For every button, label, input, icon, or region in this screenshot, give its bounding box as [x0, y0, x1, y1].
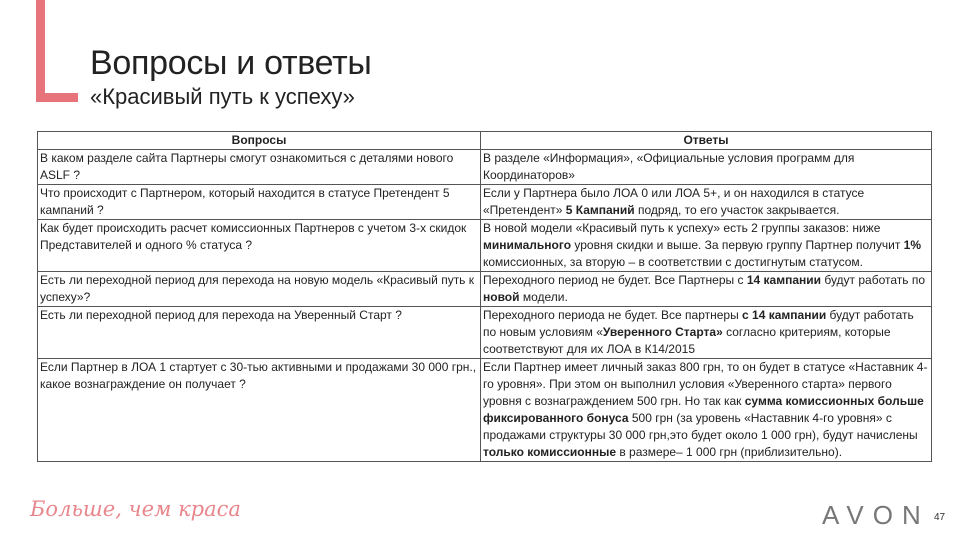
corner-accent-vertical [36, 0, 45, 102]
answer-emphasis: 1% [903, 238, 922, 252]
answers-header: Ответы [481, 132, 932, 150]
table-header-row [38, 132, 932, 150]
answer-text: Если у Партнера было ЛОА 0 или ЛОА 5+, и он находился в статусе «Претендент» [483, 186, 865, 217]
answer-text: Если Партнер имеет личный заказ 800 грн, то он будет в статусе «Наставник 4-го уровня». При этом он выполнил условия «Уверенного старта» первого уровня с вознаграждением 500 грн. Но так как [483, 360, 928, 408]
question-cell: Есть ли переходной период для перехода на Уверенный Старт ? [38, 307, 481, 359]
question-cell: В каком разделе сайта Партнеры смогут ознакомиться с деталями нового ASLF ? [38, 150, 481, 185]
page-number: 47 [934, 512, 946, 523]
answer-text: комиссионных, за вторую – в соответствии с достигнутым статусом. [483, 255, 863, 269]
qa-table [37, 131, 932, 462]
answer-emphasis: 14 кампании [746, 273, 821, 287]
answer-text: В новой модели «Красивый путь к успеху» есть 2 группы заказов: ниже [483, 221, 881, 235]
table-row [38, 185, 932, 220]
answer-emphasis: с 14 кампании [742, 308, 827, 322]
table-row [38, 359, 932, 462]
answer-text: В разделе «Информация», «Официальные условия программ для Координаторов» [483, 151, 855, 182]
answer-text: будут работать по [821, 273, 926, 287]
page-subtitle: «Красивый путь к успеху» [90, 84, 355, 109]
qa-table-body [38, 150, 932, 462]
table-row [38, 272, 932, 307]
answer-cell [481, 220, 932, 272]
answer-text: 500 грн (за уровень «Наставник 4-го уровня» с продажами структуры 30 000 грн,это будет около 1 000 грн), будут начислены [483, 411, 918, 442]
answer-emphasis: Уверенного Старта» [602, 325, 723, 339]
answer-cell [481, 359, 932, 462]
answer-cell [481, 307, 932, 359]
table-row [38, 150, 932, 185]
corner-accent-horizontal [36, 93, 78, 102]
table-row [38, 220, 932, 272]
answer-text: согласно критериям, которые соответствуют для их ЛОА в К14/2015 [483, 325, 891, 356]
answer-emphasis: только комиссионные [483, 445, 617, 459]
question-cell: Как будет происходить расчет комиссионных Партнеров с учетом 3-х скидок Представителей и одного % статуса ? [38, 220, 481, 272]
avon-logo: AVON [822, 500, 930, 530]
page-title: Вопросы и ответы [90, 44, 372, 82]
table-row [38, 307, 932, 359]
answer-text: уровня скидки и выше. За первую группу Партнер получит [571, 238, 904, 252]
answer-text: Переходного период не будет. Все Партнеры с [483, 273, 747, 287]
question-cell: Если Партнер в ЛОА 1 стартует с 30-тью активными и продажами 30 000 грн., какое вознаграждение он получает ? [38, 359, 481, 462]
answer-text: модели. [519, 290, 568, 304]
answer-emphasis: сумма комиссионных больше фиксированного бонуса [483, 394, 924, 425]
answer-cell [481, 272, 932, 307]
question-cell: Что происходит с Партнером, который находится в статусе Претендент 5 кампаний ? [38, 185, 481, 220]
answer-text: подряд, то его участок закрывается. [634, 203, 840, 217]
answer-emphasis: минимального [483, 238, 572, 252]
questions-header: Вопросы [38, 132, 481, 150]
answer-emphasis: новой [483, 290, 520, 304]
answer-cell [481, 150, 932, 185]
signature-slogan: Больше, чем краса [30, 497, 241, 521]
answer-text: в размере– 1 000 грн (приблизительно). [616, 445, 843, 459]
answer-cell [481, 185, 932, 220]
answer-text: Переходного периода не будет. Все партнеры [483, 308, 743, 322]
question-cell: Есть ли переходной период для перехода на новую модель «Красивый путь к успеху»? [38, 272, 481, 307]
answer-text: будут работать по новым условиям « [483, 308, 914, 339]
answer-emphasis: 5 Кампаний [565, 203, 635, 217]
